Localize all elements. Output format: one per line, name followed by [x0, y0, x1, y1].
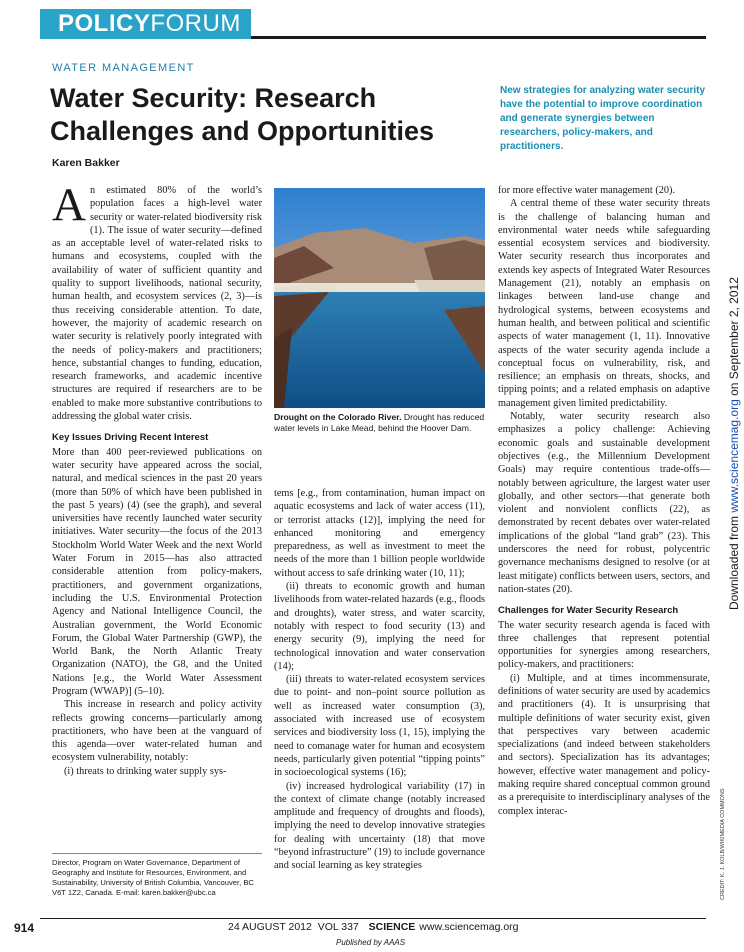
drop-cap: A: [52, 179, 86, 231]
column-3: [498, 184, 710, 818]
download-notice: [727, 277, 741, 610]
paragraph: A central theme of these water security threats is the challenge of balancing human and environmental water needs while safeguarding essential ecosystem services and biodiversity. Water security research thus incorporates and extends key aspects of Integrated Water Resources Management (21), notably an emphasis on linkages between land-use change and hydrological systems, between ecosystems and human health, and between political and scientific aspects of water management (1, 11). Innovative aspects of the water security agenda include a conceptual focus on vulnerability, risk, and resilience; an emphasis on threats, shocks, and tipping points; and a related emphasis on adaptive management given limited predictability.: [498, 198, 710, 409]
policy-forum-tab: [40, 9, 251, 39]
download-prefix: Downloaded from: [727, 512, 741, 610]
footnote-divider: [52, 853, 262, 854]
issue-date: 24 AUGUST 2012: [228, 921, 312, 933]
paragraph: Notably, water security research also emphasizes a policy challenge: Achieving economic goals and sustainable development objectives (e.g., the Millennium Development Goals) may require contentious trade-offs—notably between agriculture, the largest water user globally, and other sectors—that generate both violent and nonviolent conflicts (22), as demonstrated by recent debates over water-related implications of the global “land grab” (23). This underscores the need for robust, polycentric governance mechanisms designed to resolve (or at least mitigate) conflicts between users, sectors, and nation-states (20).: [498, 411, 710, 595]
heading-challenges: Challenges for Water Security Research: [498, 605, 679, 617]
paragraph: tems [e.g., from contamination, human impact on aquatic ecosystems and lack of water access (11), or terrorist attacks (12)], implying the need for enhanced monitoring and emergency preparedness, as well as investment to meet the needs of the more than 1 billion people worldwide without access to safe drinking water (10, 11);: [274, 488, 485, 579]
page-number: 914: [14, 921, 35, 935]
policy-forum-header: [40, 9, 706, 39]
column-2: [274, 487, 485, 873]
download-link[interactable]: www.sciencemag.org: [727, 399, 741, 513]
article-deck: New strategies for analyzing water security have the potential to improve coordination and generate synergies between researchers, policy-makers, and practitioners.: [500, 85, 706, 152]
published-by: Published by AAAS: [336, 938, 406, 947]
heading-key-issues: Key Issues Driving Recent Interest: [52, 432, 209, 444]
caption-title: Drought on the Colorado River.: [274, 412, 402, 422]
paragraph: for more effective water management (20).: [498, 185, 676, 196]
lake-mead-image: [274, 188, 485, 408]
issue-line: [228, 921, 519, 933]
photo-credit: CREDIT: K. J. KOLB/WIKIMEDIA COMMONS: [720, 788, 726, 900]
paragraph: (iv) increased hydrological variability (17) in the context of climate change (notably increased amplitude and frequency of droughts and floods), implying the need to develop innovative strategies for dealing with uncertainty (18) that move “beyond infrastructure” (19) to include governance and social learning as key strategies: [274, 780, 485, 872]
paragraph: This increase in research and policy activity reflects growing concerns—particularly among practitioners, who have been at the vanguard of this agenda—over water-related human and ecosystem vulnerability, notably:: [52, 699, 262, 764]
photo-caption: [274, 412, 485, 434]
paragraph: The water security research agenda is faced with three challenges that represent potential opportunities for synergies among researchers, policy-makers, and practitioners:: [498, 619, 710, 671]
paragraph: (ii) threats to economic growth and human livelihoods from water-related hazards (e.g., floods and droughts), water stress, and water scarcity, notably with respect to food security (13) and energy security (9), implying the need for technological innovation and water conservation (14);: [274, 581, 485, 672]
caption-text: Drought has reduced water levels in Lake Mead, behind the Hoover Dam.: [274, 412, 485, 433]
header-forum: FORUM: [150, 10, 241, 37]
issue-volume: VOL 337: [317, 921, 359, 933]
column-1: [52, 179, 262, 778]
paragraph: More than 400 peer-reviewed publications on water security have appeared across the social, natural, and medical sciences in the past 20 years (more than 50% of which have been published in the past 5 years) (4) (see the graph), and several universities have recently launched water security initiatives. Water security—the focus of the 2013 Stockholm World Water Week and the next World Water Forum in 2015—has also attracted considerable attention from policy-makers, practitioners, and government organizations, including the U.S. Environmental Protection Agency and National Intelligence Council, the Australian government, the World Economic Forum, the Global Water Partnership (GWP), the World Bank, the North Atlantic Treaty Organization (NATO), the G8, and the United Nations [e.g., the World Water Assessment Program (WWAP)] (5–10).: [52, 446, 262, 697]
download-suffix: on September 2, 2012: [727, 277, 741, 400]
author-affiliation: Director, Program on Water Governance, Department of Geography and Institute for Resources, Environment, and Sustainability, University of British Columbia, Vancouver, BC V6T 1Z2, Canada. E-mail: karen.bakker@ubc.ca: [52, 858, 254, 897]
paragraph: (iii) threats to water-related ecosystem services due to point- and non–point source pollution as well as increased water consumption (3), associated with increased use of ecosystem services and biodiversity loss (1, 15), implying the need to comanage water for human and ecosystem needs, particularly given potential “tipping points” in socioecological systems (16);: [274, 674, 485, 779]
section-label: WATER MANAGEMENT: [52, 62, 195, 74]
author-name: Karen Bakker: [52, 157, 120, 169]
paragraph: (i) Multiple, and at times incommensurate, definitions of water security are used by academics and practitioners (4). It is unsurprising that multiple definitions of water security exist, given that perspectives vary between academic specializations (and indeed between stakeholders and sectors). Specialization has its advantages; however, effective water management and policy-making require shared conceptual common ground as a prerequisite to interdisciplinary analyses of the complex interac-: [498, 672, 710, 817]
paragraph: (i) threats to drinking water supply sys-: [64, 765, 227, 777]
intro-paragraph: n estimated 80% of the world’s population faces a high-level water security or water-related biodiversity risk (1). The issue of water security—defined as an acceptable level of water-related risks to humans and ecosystems, coupled with the availability of water of sufficient quantity and quality to support livelihoods, national security, human health, and ecosystem services (2, 3)—is thus receiving considerable attention. To date, however, the majority of academic research on water security is relatively poorly integrated with the needs of policy-makers and practitioners; hence, substantial changes to funding, education, research frameworks, and academic incentive structures are required if researchers are to be enabled to make more substantive contributions to addressing the global water crisis.: [52, 185, 262, 423]
journal-name: SCIENCE: [368, 921, 416, 933]
lake-mead-photo: [274, 188, 485, 408]
journal-url[interactable]: www.sciencemag.org: [419, 921, 519, 933]
header-policy: POLICY: [58, 10, 151, 37]
footer-divider: [40, 918, 706, 919]
article-title: Water Security: Research Challenges and Opportunities: [50, 83, 435, 146]
